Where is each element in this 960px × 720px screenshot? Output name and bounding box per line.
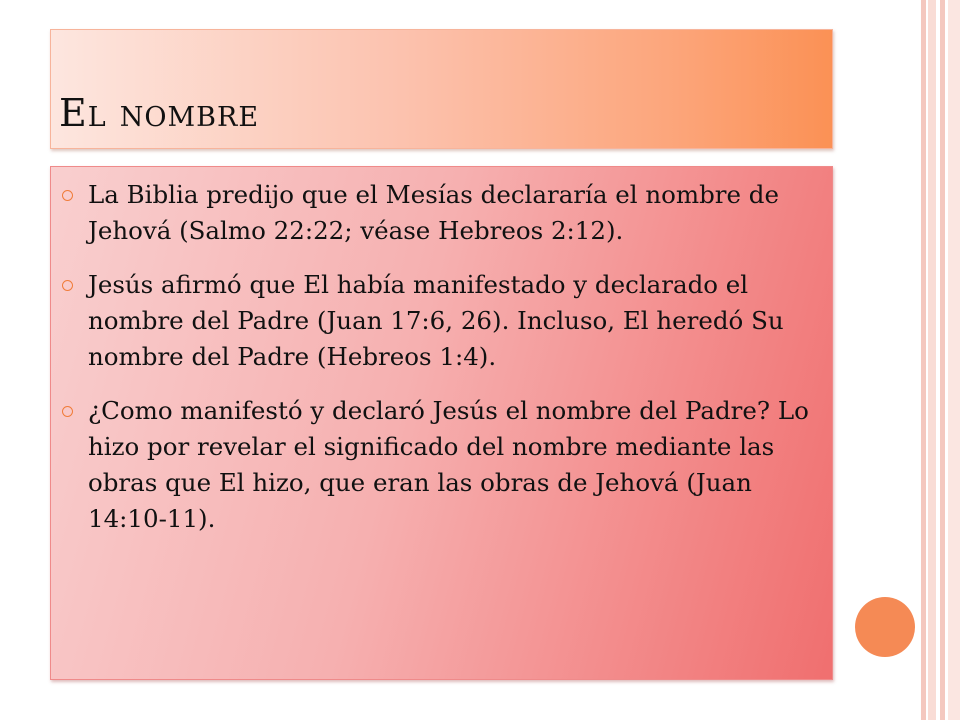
bullet-circle-icon: [62, 406, 73, 417]
bullet-item: [62, 177, 822, 249]
bullet-item: [62, 393, 822, 537]
bullet-text: La Biblia predijo que el Mesías declararía el nombre de Jehová (Salmo 22:22; véase Hebreos 2:12).: [88, 180, 779, 245]
bullet-text: ¿Como manifestó y declaró Jesús el nombre del Padre? Lo hizo por revelar el significado del nombre mediante las obras que El hizo, que eran las obras de Jehová (Juan 14:10-11).: [88, 396, 809, 533]
bullet-circle-icon: [62, 280, 73, 291]
bullet-circle-icon: [62, 190, 73, 201]
bullet-text: Jesús afirmó que El había manifestado y declarado el nombre del Padre (Juan 17:6, 26). Incluso, El heredó Su nombre del Padre (Hebreos 1:4).: [88, 270, 784, 371]
bullet-list: [62, 177, 822, 555]
bullet-item: [62, 267, 822, 375]
right-edge-stripe: [948, 0, 960, 720]
right-edge-stripe: [921, 0, 926, 720]
right-edge-stripe: [940, 0, 945, 720]
slide-title: El nombre: [59, 91, 260, 135]
decorative-circle: [855, 597, 915, 657]
right-edge-stripe: [928, 0, 936, 720]
